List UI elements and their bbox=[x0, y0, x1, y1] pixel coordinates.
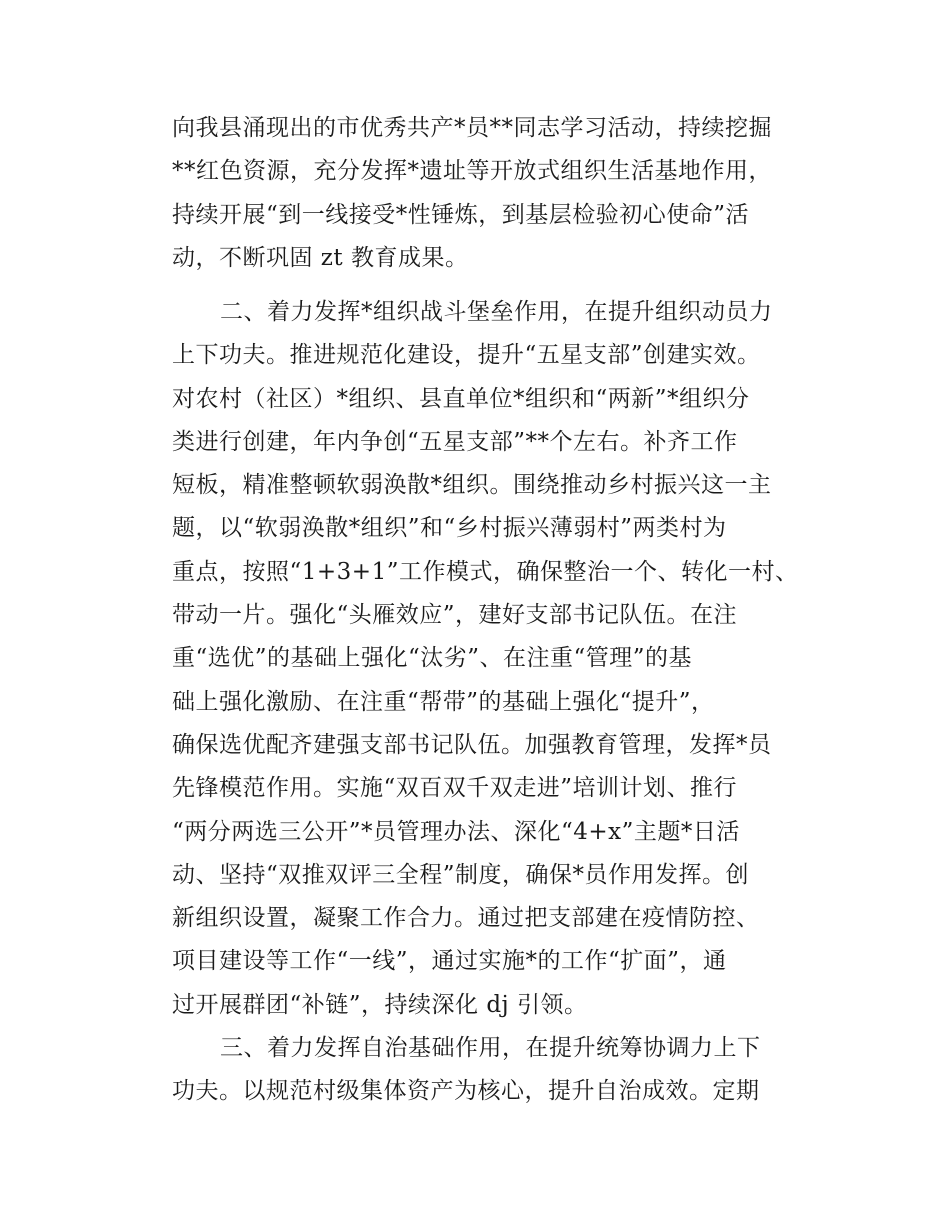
text-line: 带动一片。强化“头雁效应”，建好支部书记队伍。在注 bbox=[172, 602, 738, 629]
text-line: 功夫。以规范村级集体资产为核心，提升自治成效。定期 bbox=[172, 1078, 760, 1105]
text-line: 持续开展“到一线接受*性锤炼，到基层检验初心使命”活 bbox=[172, 201, 750, 228]
text-line: 过开展群团“补链”，持续深化 dj 引领。 bbox=[172, 991, 588, 1018]
paragraph-1 bbox=[172, 107, 812, 280]
text-line: 上下功夫。推进规范化建设，提升“五星支部”创建实效。 bbox=[172, 342, 761, 369]
paragraph-3 bbox=[172, 1027, 812, 1114]
text-line: 题，以“软弱涣散*组织”和“乡村振兴薄弱村”两类村为 bbox=[172, 515, 727, 542]
text-line: 短板，精准整顿软弱涣散*组织。围绕推动乡村振兴这一主 bbox=[172, 472, 772, 499]
text-line: 动、坚持“双推双评三全程”制度，确保*员作用发挥。创 bbox=[172, 861, 750, 888]
text-line: 对农村（社区）*组织、县直单位*组织和“两新”*组织分 bbox=[172, 385, 750, 412]
text-line: 项目建设等工作“一线”，通过实施*的工作“扩面”，通 bbox=[172, 948, 727, 975]
text-line: **红色资源，充分发挥*遗址等开放式组织生活基地作用， bbox=[172, 158, 772, 185]
text-line: 动，不断巩固 zt 教育成果。 bbox=[172, 244, 469, 271]
text-line: 三、着力发挥自治基础作用，在提升统筹协调力上下 bbox=[220, 1035, 761, 1061]
text-line: “两分两选三公开”*员管理办法、深化“4+x”主题*日活 bbox=[172, 818, 740, 845]
text-line: 确保选优配齐建强支部书记队伍。加强教育管理，发挥*员 bbox=[172, 731, 772, 758]
paragraph-2 bbox=[172, 291, 812, 1027]
text-line: 类进行创建，年内争创“五星支部”**个左右。补齐工作 bbox=[172, 428, 738, 455]
text-line: 础上强化激励、在注重“帮带”的基础上强化“提升”， bbox=[172, 688, 715, 715]
text-line: 重点，按照“1+3+1”工作模式，确保整治一个、转化一村、 bbox=[172, 558, 799, 585]
text-line: 先锋模范作用。实施“双百双千双走进”培训计划、推行 bbox=[172, 775, 738, 802]
text-line: 二、着力发挥*组织战斗堡垒作用，在提升组织动员力 bbox=[220, 299, 773, 325]
text-line: 向我县涌现出的市优秀共产*员**同志学习活动，持续挖掘 bbox=[172, 115, 772, 141]
text-line: 重“选优”的基础上强化“汰劣”、在注重“管理”的基 bbox=[172, 645, 693, 672]
text-line: 新组织设置，凝聚工作合力。通过把支部建在疫情防控、 bbox=[172, 905, 760, 932]
